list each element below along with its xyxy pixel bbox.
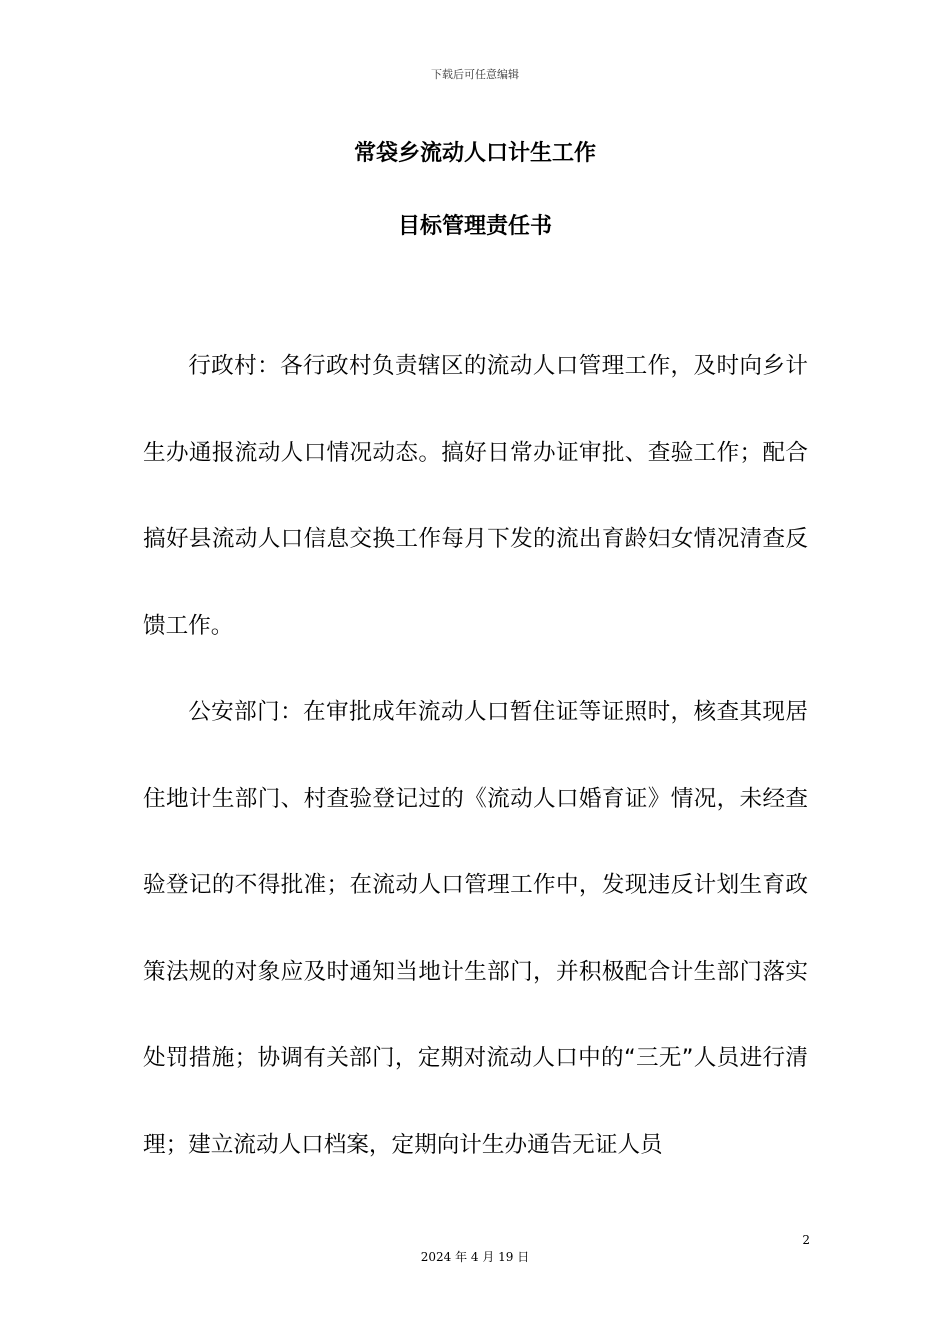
page-number: 2 [802,1233,810,1247]
paragraph-village: 行政村：各行政村负责辖区的流动人口管理工作，及时向乡计生办通报流动人口情况动态。搞好日常办证审批、查验工作；配合搞好县流动人口信息交换工作每月下发的流出育龄妇女情况清查反馈工作。 [143,353,808,639]
document-title-line2: 目标管理责任书 [397,214,552,239]
document-title-line1: 常袋乡流动人口计生工作 [353,141,596,166]
footer-date: 2024 年 4 月 19 日 [420,1250,530,1264]
document-body [143,323,808,1188]
paragraph-police: 公安部门：在审批成年流动人口暂住证等证照时，核查其现居住地计生部门、村查验登记过的《流动人口婚育证》情况，未经查验登记的不得批准；在流动人口管理工作中，发现违反计划生育政策法规的对象应及时通知当地计生部门，并积极配合计生部门落实处罚措施；协调有关部门，定期对流动人口中的“三无”人员进行清理；建立流动人口档案，定期向计生办通告无证人员 [143,699,808,1158]
header-note: 下载后可任意编辑 [431,68,519,81]
